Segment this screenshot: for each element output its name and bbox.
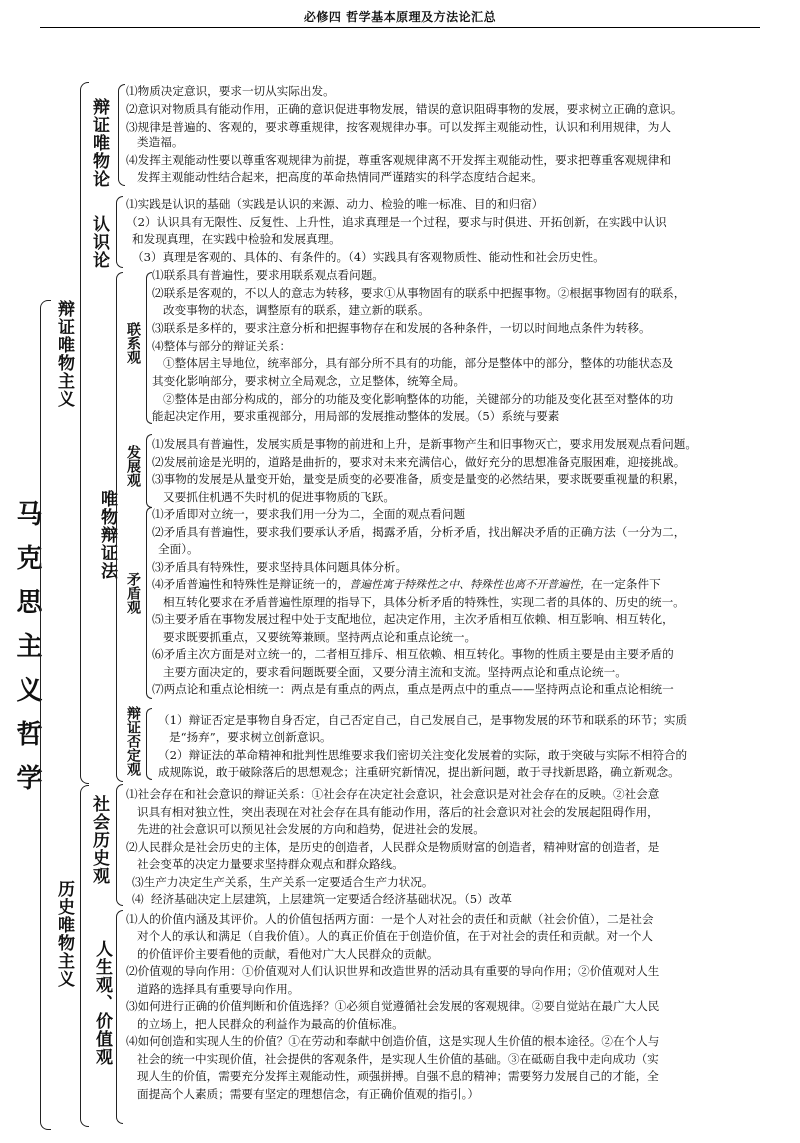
text-line-part: ⑷矛盾普遍性和特殊性是辩证统一的，	[152, 577, 350, 591]
text-line: （1）辩证否定是事物自身否定，自己否定自己，自己发展自己，是事物发展的环节和联系的环节；实质	[158, 713, 688, 727]
title-connection: 联系观	[125, 322, 141, 364]
text-line: ⑶生产力决定生产关系，生产关系一定要适合生产力状况。	[132, 875, 434, 889]
text-line: 又要抓住机遇不失时机的促进事物质的飞跃。	[152, 490, 395, 504]
text-line: 改变事物的状态，调整原有的联系，建立新的联系。	[152, 303, 430, 317]
bracket-values	[116, 910, 123, 1124]
text-line: ⑶如何进行正确的价值判断和价值选择？①必须自觉遵循社会发展的客观规律。②要自觉站在最广大人民	[126, 999, 660, 1013]
text-line: ⑷发挥主观能动性要以尊重客观规律为前提，尊重客观规律离不开发挥主观能动性，要求把尊重客观规律和	[126, 153, 671, 167]
text-line: 先进的社会意识可以预见社会发展的方向和趋势，促进社会的发展。	[126, 822, 485, 836]
text-line: 能起决定作用，要求重视部分，用局部的发展推动整体的发展。（5）系统与要素	[152, 409, 560, 423]
text-line: 社会变革的决定力量要求坚持群众观点和群众路线。	[126, 857, 404, 871]
text-line: ⑴实践是认识的基础（实践是认识的来源、动力、检验的唯一标准、目的和归宿）	[126, 197, 544, 211]
title-life-values: 人生观、价值观	[92, 940, 112, 1066]
title-negation: 辩证否定观	[125, 706, 141, 776]
text-line: 对个人的承认和满足（自我价值）。人的真正价值在于创造价值，在于对社会的责任和贡献。对一个人	[126, 929, 653, 943]
title-dialectical-materialism: 辩证唯物主义	[54, 300, 74, 408]
text-line: 是“扬弃”，要求树立创新意识。	[158, 730, 332, 744]
text-line: 道路的选择具有重要导向作用。	[126, 982, 300, 996]
bracket-epistemology	[116, 196, 123, 268]
text-line: ⑵联系是客观的，不以人的意志为转移，要求①从事物固有的联系中把握事物。②根据事物固有的联系，	[152, 286, 686, 300]
text-line: ⑺两点论和重点论相统一：两点是有重点的两点，重点是两点中的重点——坚持两点论和重点论相统一	[152, 682, 674, 696]
bracket-dialectical	[80, 82, 89, 784]
bracket-root	[40, 300, 51, 1130]
text-line: ⑴矛盾即对立统一，要求我们用一分为二，全面的观点看问题	[152, 507, 466, 521]
text-line: ⑹矛盾主次方面是对立统一的，二者相互排斥、相互依赖、相互转化。事物的性质主要是由主要矛盾的	[152, 647, 674, 661]
text-line: 面提高个人素质；需要有坚定的理想信念，有正确价值观的指引。）	[126, 1087, 480, 1101]
text-line: ⑵矛盾具有普遍性，要求我们要承认矛盾，揭露矛盾，分析矛盾，找出解决矛盾的正确方法（一分为二，	[152, 525, 686, 539]
text-line: 的价值评价主要看他的贡献，看他对广大人民群众的贡献。	[126, 947, 439, 961]
text-line: 类造福。	[126, 135, 184, 149]
text-line: ⑴发展具有普遍性，发展实质是事物的前进和上升，是新事物产生和旧事物灭亡，要求用发展观点看问题。	[152, 437, 697, 451]
text-line: 相互转化要求在矛盾普遍性原理的指导下，具体分析矛盾的特殊性，实现二者的具体的、历史的统一。	[152, 595, 685, 609]
title-materialism: 辩证唯物论	[89, 98, 109, 188]
page-header: 必修四 哲学基本原理及方法论汇总	[303, 10, 497, 24]
bracket-dialectics-group	[116, 272, 123, 782]
bracket-social	[116, 784, 123, 906]
header-rule	[40, 27, 760, 28]
text-line: 和发现真理，在实践中检验和发展真理。	[132, 232, 341, 246]
text-line: 的立场上，把人民群众的利益作为最高的价值标准。	[126, 1017, 404, 1031]
text-line: （2）认识具有无限性、反复性、上升性，追求真理是一个过程，要求与时俱进、开拓创新，在实践中认识	[126, 215, 667, 229]
text-line: 主要方面决定的，要求看问题既要全面，又要分清主流和支流。坚持两点论和重点论统一。	[152, 665, 627, 679]
text-line: ⑶事物的发展是从量变开始，量变是质变的必要准备，质变是量变的必然结果，要求既要重视量的积累，	[152, 472, 686, 486]
text-line: ⑶联系是多样的，要求注意分析和把握事物存在和发展的各种条件，一切以时间地点条件为转移。	[152, 321, 651, 335]
text-line-mixed	[152, 576, 661, 593]
text-line: （2）辩证法的革命精神和批判性思维要求我们密切关注变化发展着的实际，敢于突破与实际不相符合的	[158, 748, 688, 762]
text-line: ⑶规律是普遍的、客观的，要求尊重规律，按客观规律办事。可以发挥主观能动性，认识和利用规律，为人	[126, 120, 671, 134]
text-line: 成规陈说，敢于破除落后的思想观念；注重研究新情况，提出新问题，敢于寻找新思路，确立新观念。	[158, 765, 680, 779]
text-line: ②整体是由部分构成的，部分的功能及变化影响整体的功能，关键部分的功能及变化甚至对整体的功	[152, 392, 674, 406]
bracket-materialism	[118, 84, 125, 186]
text-line: 识具有相对独立性，突出表现在对社会存在具有能动作用，落后的社会意识对社会的发展起阻碍作用，	[126, 805, 659, 819]
title-social-history: 社会历史观	[89, 795, 109, 885]
text-line: ⑶矛盾具有特殊性，要求坚持具体问题具体分析。	[152, 560, 408, 574]
text-line-part: 在一定条件下	[591, 577, 661, 591]
text-line: ①整体居主导地位，统率部分，具有部分所不具有的功能，部分是整体中的部分，整体的功能状态及	[152, 356, 674, 370]
text-line: ⑵价值观的导向作用：①价值观对人们认识世界和改造世界的活动具有重要的导向作用；②价值观对人生	[126, 964, 660, 978]
title-epistemology: 认识论	[89, 215, 109, 269]
text-line: ⑴社会存在和社会意识的辩证关系：①社会存在决定社会意识，社会意识是对社会存在的反映。②社会意	[126, 787, 660, 801]
text-line: 全面）。	[158, 542, 199, 556]
text-line: ⑵意识对物质具有能动作用，正确的意识促进事物发展，错误的意识阻碍事物的发展，要求树立正确的意识。	[126, 102, 683, 116]
text-line: ⑴联系具有普遍性，要求用联系观点看问题。	[152, 268, 384, 282]
text-line: 现人生的价值，需要充分发挥主观能动性，顽强拼搏。自强不息的精神；需要努力发展自己的才能，全	[126, 1069, 659, 1083]
text-line: ⑴物质决定意识，要求一切从实际出发。	[126, 84, 335, 98]
title-development: 发展观	[125, 445, 141, 487]
text-line: ⑵人民群众是社会历史的主体，是历史的创造者，人民群众是物质财富的创造者，精神财富的创造者，是	[126, 840, 660, 854]
text-line: 发挥主观能动性结合起来，把高度的革命热情同严谨踏实的科学态度结合起来。	[126, 170, 543, 184]
title-historical-materialism: 历史唯物主义	[54, 880, 74, 988]
title-dialectics: 唯物辩证法	[97, 490, 117, 580]
text-line: ⑴人的价值内涵及其评价。人的价值包括两方面：一是个人对社会的责任和贡献（社会价值），二是社会	[126, 912, 654, 926]
title-contradiction: 矛盾观	[125, 572, 141, 614]
text-line: ⑷如何创造和实现人生的价值？①在劳动和奉献中创造价值，这是实现人生价值的根本途径。②在个人与	[126, 1034, 660, 1048]
text-line: ⑷ 经济基础决定上层建筑，上层建筑一定要适合经济基础状况。（5）改革	[132, 892, 512, 906]
text-line: ⑵发展前途是光明的，道路是曲折的，要求对未来充满信心，做好充分的思想准备克服困难，迎接挑战。	[152, 455, 686, 469]
text-line: 社会的统一中实现价值，社会提供的客观条件，是实现人生价值的基础。③在砥砺自我中走向成功（实	[126, 1052, 659, 1066]
title-marxist-philosophy: 马克思主义哲学	[12, 500, 42, 808]
handwritten-note: 普遍性寓于特殊性之中、特殊性也离不开普遍性，	[349, 578, 592, 591]
text-line: 其变化影响部分，要求树立全局观念，立足整体，统筹全局。	[152, 374, 466, 388]
text-line: ⑸主要矛盾在事物发展过程中处于支配地位，起决定作用，主次矛盾相互依赖、相互影响、相互转化，	[152, 612, 674, 626]
bracket-historical	[80, 785, 89, 1127]
bracket-negation	[146, 708, 152, 780]
text-line: ⑷整体与部分的辩证关系：	[152, 339, 292, 353]
text-line: 要求既要抓重点，又要统筹兼顾。坚持两点论和重点论统一。	[152, 630, 477, 644]
text-line: （3）真理是客观的、具体的、有条件的。（4）实践具有客观物质性、能动性和社会历史性。	[132, 250, 605, 264]
